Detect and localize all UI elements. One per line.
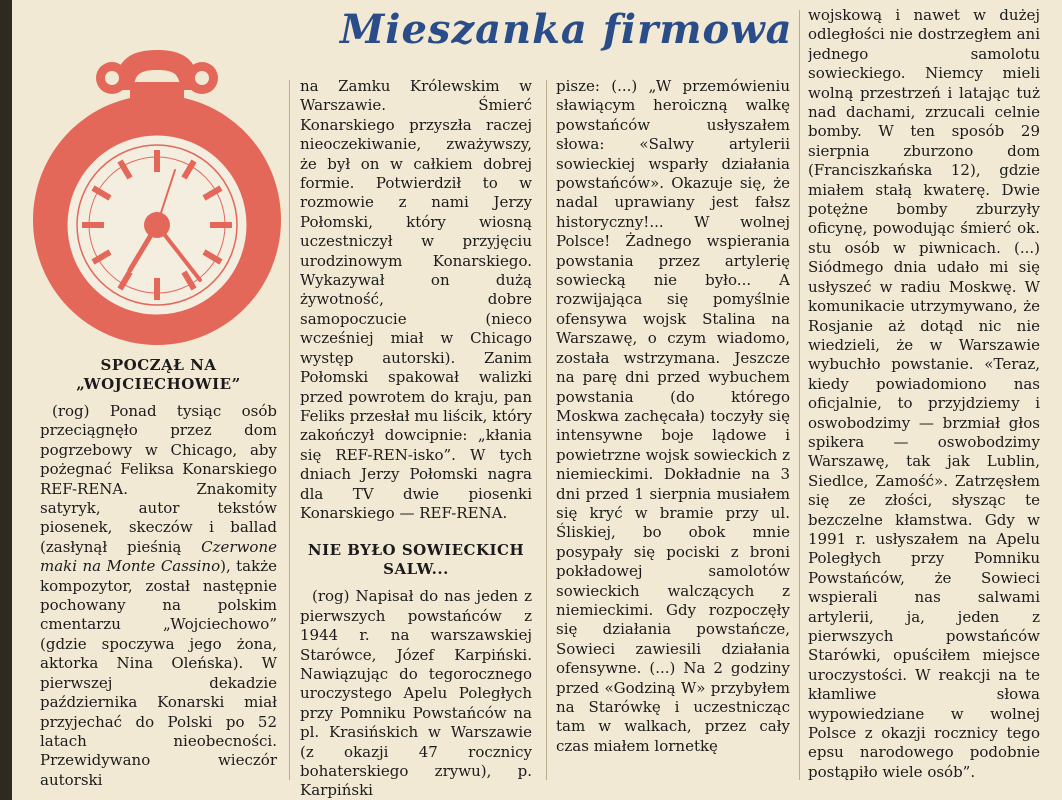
article1-body-part1: (rog) Ponad tysiąc osób przeciągnęło przez dom pogrzebowy w Chicago, aby pożegnać Feliksa Konarskiego REF-RENA. Znakomity satyryk, autor tekstów piosenek, skeczów i ballad (zasłynął pieśnią bbox=[40, 402, 277, 556]
section-title: Mieszanka firmowa bbox=[340, 6, 793, 53]
article2-body-part3: wojskową i nawet w dużej odległości nie dostrzegłem ani jednego samolotu sowieckiego. Niemcy mieli wolną przestrzeń i latając tuż nad dachami, zrzucali celnie bomby. W ten sposób 29 sierpnia zburzono dom (Franciszkańska 12), gdzie miałem stałą kwaterę. Dwie potężne bomby zburzyły oficynę, powodując śmierć ok. stu osób w piwnicach. (...) Siódmego dnia udało mi się usłyszeć w radiu Moskwę. W komunikacie utrzymywano, że Rosjanie aż dotąd nic nie wiedzieli, że w Warszawie wybuchło powstanie. «Teraz, kiedy powiadomiono nas oficjalnie, to przyjdziemy i oswobodzimy — brzmiał głos spikera — oswobodzimy Warszawę, tak jak Lublin, Siedlce, Zamość». Zatrzęsłem się ze złości, słysząc te bezczelne kłamstwa. Gdy w 1991 r. usłyszałem na Apelu Poległych przy Pomniku Powstańców, że Sowieci wspierali nas salwami artylerii, ja, jeden z pierwszych powstańców Starówki, opuściłem miejsce uroczystości. W reakcji na te kłamliwe słowa wypowiedziane w wolnej Polsce z okazji rocznicy tego epsu narodowego podobnie postąpiło wiele osób”. bbox=[808, 6, 1040, 781]
article-column-2 bbox=[300, 77, 532, 800]
article1-body-continued: na Zamku Królewskim w Warszawie. Śmierć Konarskiego przyszła raczej nieoczekiwanie, zważywszy, że był on w całkiem dobrej formie. Potwierdził to w rozmowie z nami Jerzy Połomski, który wiosną uczestniczył w przyjęciu urodzinowym Konarskiego. Wykazywał on dużą żywotność, dobre samopoczucie (nieco wcześniej miał w Chicago występ autorski). Zanim Połomski spakował walizki przed powrotem do kraju, pan Feliks przesłał mu liścik, który zakończył dowcipnie: „kłania się REF-REN-isko”. W tych dniach Jerzy Połomski nagra dla TV dwie piosenki Konarskiego — REF-RENA. bbox=[300, 77, 532, 522]
article-column-3 bbox=[556, 77, 790, 800]
article2-headline bbox=[300, 541, 532, 579]
article1-body bbox=[40, 402, 277, 790]
article2-headline-line2: SALW... bbox=[383, 560, 449, 579]
article1-headline-line1: SPOCZĄŁ NA bbox=[100, 356, 217, 374]
column-divider bbox=[546, 80, 547, 780]
article-column-4 bbox=[808, 6, 1040, 796]
article2-headline-line1: NIE BYŁO SOWIECKICH bbox=[307, 541, 525, 560]
article1-column bbox=[40, 356, 277, 800]
article1-headline-line2: „WOJCIECHOWIE” bbox=[76, 375, 241, 393]
article1-body-part2: ), także kompozytor, został następnie pochowany na polskim cmentarzu „Wojciechowo” (gdzie spoczywa jego żona, aktorka Nina Oleńska). W pierwszej dekadzie października Konarski miał przyjechać do Polski po 52 latach nieobecności. Przewidywano wieczór autorski bbox=[40, 557, 277, 789]
column-divider bbox=[799, 10, 800, 780]
article1-song-title: Czerwone maki na Monte Cassino bbox=[40, 537, 277, 576]
article1-headline bbox=[40, 356, 277, 394]
article2-body-part2: pisze: (...) „W przemówieniu sławiącym heroiczną walkę powstańców usłyszałem słowa: «Salwy artylerii sowieckiej wsparły działania powstańców». Okazuje się, że nadal uprawiany jest fałsz historyczny!... W wolnej Polsce! Żadnego wspierania powstania przez artylerię sowiecką nie było... A rozwijająca się pomyślnie ofensywa wojsk Stalina na Warszawę, o czym wiadomo, została wstrzymana. Jeszcze na parę dni przed wybuchem powstania (do którego Moskwa zachęcała) toczyły się intensywne boje lądowe i powietrzne wojsk sowieckich z niemieckimi. Dokładnie na 3 dni przed 1 sierpnia musiałem się kryć w bramie przy ul. Śliskiej, bo obok mnie posypały się pociski z broni pokładowej samolotów sowieckich walczących z niemieckimi. Gdy rozpoczęły się działania powstańcze, Sowieci zawiesili działania ofensywne. (...) Na 2 godziny przed «Godziną W» przybyłem na Starówkę i uczestnicząc tam w walkach, przez cały czas miałem lornetkę bbox=[556, 77, 790, 755]
page-edge bbox=[0, 0, 12, 800]
column-divider bbox=[289, 80, 290, 780]
article2-body-part1: (rog) Napisał do nas jeden z pierwszych powstańców z 1944 r. na warszawskiej Starówce, Józef Karpiński. Nawiązując do tegorocznego uroczystego Apelu Poległych przy Pomniku Powstańców na pl. Krasińskich w Warszawie (z okazji 47 rocznicy bohaterskiego zrywu), p. Karpiński bbox=[300, 587, 532, 800]
alarm-clock-icon bbox=[30, 20, 285, 350]
